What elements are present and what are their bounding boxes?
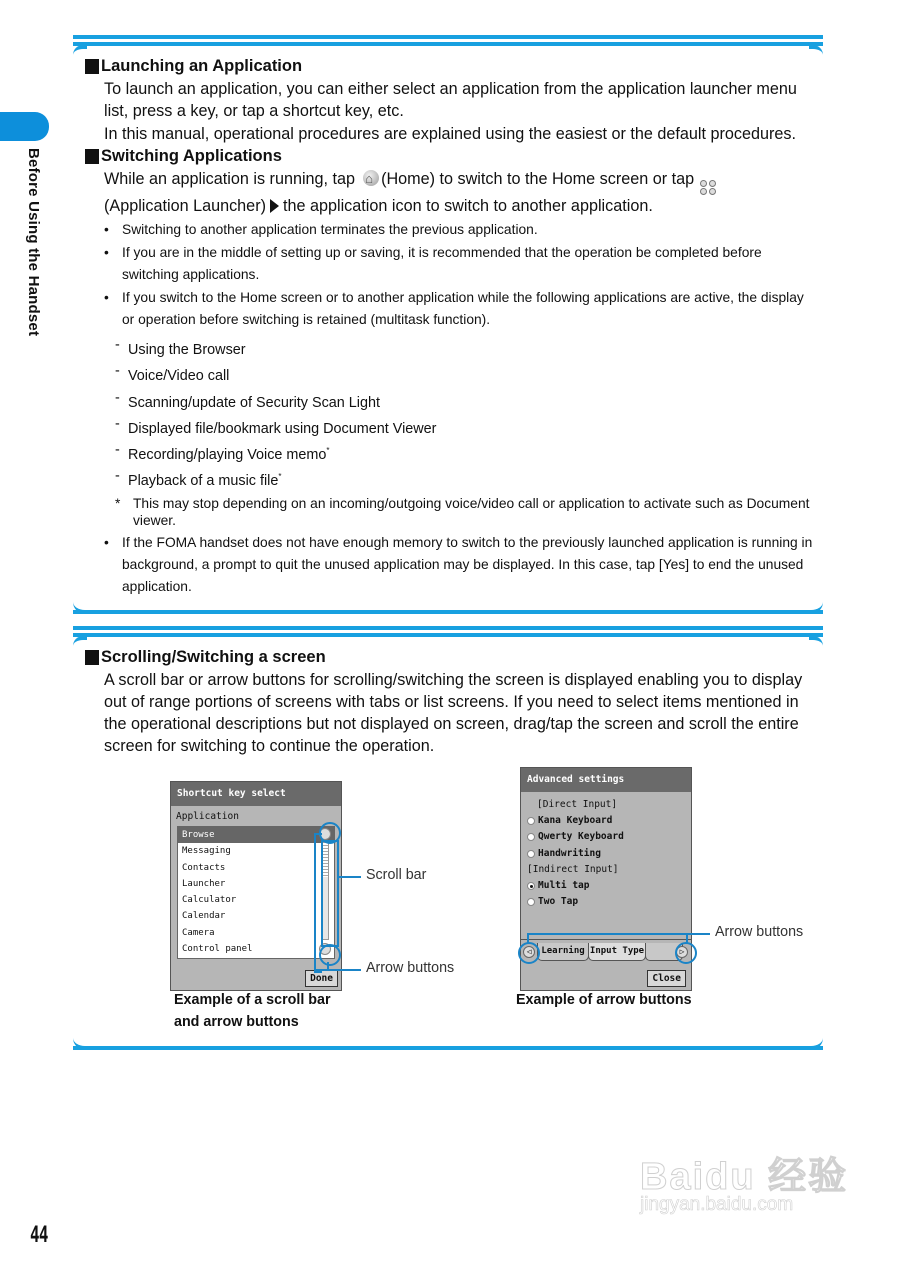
tab-learning[interactable]: Learning [537, 943, 589, 961]
list-item: - Playback of a music file* [115, 466, 823, 492]
heading-text: Launching an Application [101, 57, 303, 75]
callout-label-arrow-buttons: Arrow buttons [366, 960, 455, 976]
radio-option[interactable]: Multi tap [521, 878, 691, 894]
figure-caption: Example of arrow buttons [516, 992, 692, 1008]
application-list [177, 826, 335, 959]
heading-text: Switching Applications [101, 147, 282, 165]
radio-option[interactable]: Qwerty Keyboard [521, 829, 691, 845]
bullet-list [104, 532, 816, 598]
box-top-border [73, 35, 823, 53]
paragraph: A scroll bar or arrow buttons for scrolling/switching the screen is displayed enabling you to display out of range portions of screens with tabs or list screens. If you need to select items mentioned in the operational descriptions but not displayed on screen, drag/tap the screen and scroll the entire screen for switching to continue the operation. [104, 671, 803, 755]
heading-scrolling [85, 648, 823, 667]
callout-label-arrow-buttons: Arrow buttons [715, 924, 804, 940]
square-bullet-icon [85, 149, 99, 164]
callout-circle [675, 942, 697, 964]
list-item[interactable]: Messaging [182, 846, 231, 857]
callout-circle [518, 942, 540, 964]
radio-option[interactable]: Kana Keyboard [521, 813, 691, 829]
screen-advanced-settings [520, 767, 692, 991]
input-options [521, 792, 691, 910]
watermark-logo: Baidu 经验 [640, 1156, 849, 1198]
square-bullet-icon [85, 59, 99, 74]
callout-line [337, 876, 361, 878]
list-item: • If the FOMA handset does not have enough memory to switch to the previously launched application is running in background, a prompt to quit the unused application may be displayed. In this case, tap [Yes] to end the unused application. [104, 532, 816, 598]
list-item: • If you switch to the Home screen or to another application while the following applications are active, the display or operation before switching is retained (multitask function). [104, 287, 816, 331]
callout-bracket [527, 933, 688, 944]
list-item: - Scanning/update of Security Scan Light [115, 388, 823, 414]
radio-button-selected[interactable] [527, 882, 535, 890]
callout-bracket [314, 833, 322, 973]
list-item[interactable]: Calendar [182, 911, 226, 922]
radio-option[interactable]: Handwriting [521, 846, 691, 862]
list-item: - Displayed file/bookmark using Document Viewer [115, 414, 823, 440]
home-icon [363, 170, 379, 186]
heading-launching [85, 57, 823, 76]
radio-option[interactable]: Two Tap [521, 894, 691, 910]
section-side-tab [0, 112, 49, 141]
footnote: * This may stop depending on an incoming/outgoing voice/video call or application to activate such as Document viewer. [115, 495, 823, 529]
callout-label-scroll-bar: Scroll bar [366, 867, 427, 883]
list-item[interactable]: Calculator [182, 895, 237, 906]
arrow-left-icon[interactable]: ◁ [523, 946, 535, 958]
screen-title: Shortcut key select [171, 782, 341, 806]
list-item[interactable]: Launcher [182, 878, 226, 889]
figure-caption: Example of a scroll bar and arrow buttons [174, 992, 331, 1030]
list-item[interactable]: Control panel [182, 944, 253, 955]
arrow-right-icon[interactable]: ▷ [676, 946, 688, 958]
box-bottom-border [73, 604, 823, 614]
box-top-border [73, 626, 823, 644]
radio-button[interactable] [527, 898, 535, 906]
multitask-list [115, 335, 823, 493]
arrow-right-icon [270, 199, 279, 213]
group-label: [Direct Input] [537, 799, 618, 810]
list-item: - Voice/Video call [115, 361, 823, 387]
list-item[interactable]: Camera [182, 927, 215, 938]
callout-line [684, 933, 710, 935]
list-item: - Using the Browser [115, 335, 823, 361]
heading-text: Scrolling/Switching a screen [101, 648, 326, 666]
watermark-url: jingyan.baidu.com [640, 1194, 794, 1215]
callout-scrollbar-frame [321, 840, 339, 947]
list-item: - Recording/playing Voice memo* [115, 440, 823, 466]
done-button[interactable]: Done [305, 970, 338, 987]
page-number: 44 [30, 1223, 48, 1248]
list-item: • Switching to another application terminates the previous application. [104, 219, 816, 241]
screen-subtitle: Application [176, 811, 239, 822]
list-item[interactable]: Contacts [182, 862, 226, 873]
radio-button[interactable] [527, 850, 535, 858]
close-button[interactable]: Close [647, 970, 686, 987]
heading-switching [85, 147, 823, 166]
info-box-applications [73, 35, 823, 614]
paragraph-switching: While an application is running, tap ⌂ (Home) to switch to the Home screen or tap (Application Launcher) the application icon to switch to another application. [104, 168, 804, 217]
watermark [640, 1145, 848, 1216]
paragraph: To launch an application, you can either select an application from the application launcher menu list, press a key, or tap a shortcut key, etc. [104, 80, 797, 120]
tab-input-type[interactable]: Input Type [588, 943, 646, 961]
paragraph: In this manual, operational procedures are explained using the easiest or the default procedures. [104, 125, 796, 143]
list-item: • If you are in the middle of setting up or saving, it is recommended that the operation be completed before switching applications. [104, 242, 816, 286]
callout-line [314, 969, 361, 971]
square-bullet-icon [85, 650, 99, 665]
list-item-selected[interactable]: Browse [178, 827, 334, 843]
callout-circle [319, 944, 341, 966]
radio-button[interactable] [527, 833, 535, 841]
application-launcher-icon [700, 180, 717, 195]
radio-button[interactable] [527, 817, 535, 825]
callout-line [327, 962, 329, 969]
section-side-label: Before Using the Handset [25, 148, 42, 337]
group-label: [Indirect Input] [527, 863, 619, 875]
box-bottom-border [73, 1040, 823, 1050]
screen-title: Advanced settings [521, 768, 691, 792]
bullet-list [104, 219, 816, 331]
